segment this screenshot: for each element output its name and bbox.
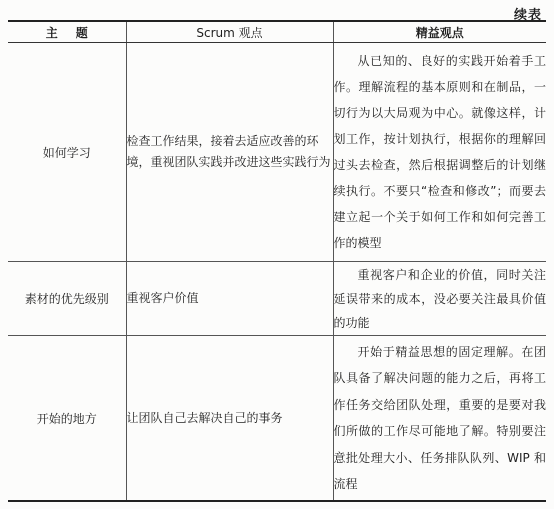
header-subject: 主题 (8, 21, 126, 43)
row-lean-text: 重视客户和企业的价值，同时关注延误带来的成本，没必要关注最具价值的功能 (333, 267, 546, 330)
row-lean-view (333, 262, 546, 336)
row-scrum-view: 检查工作结果，接着去适应改善的环境，重视团队实践并改进这些实践行为 (126, 43, 333, 262)
row-lean-view (333, 336, 546, 502)
header-scrum: Scrum 观点 (126, 21, 333, 43)
table-header-row (8, 21, 546, 43)
row-topic: 如何学习 (8, 43, 126, 262)
row-lean-view (333, 43, 546, 262)
row-scrum-view: 重视客户价值 (126, 262, 333, 336)
table-row (8, 43, 546, 262)
row-topic: 素材的优先级别 (8, 262, 126, 336)
table-row (8, 336, 546, 502)
continued-label: 续表 (513, 8, 542, 23)
row-lean-text: 开始于精益思想的固定理解。在团队具备了解决问题的能力之后，再将工作任务交给团队处理，重要的是要对我们所做的工作尽可能地了解。特别要注意批处理大小、任务排队队列、WIP 和流程 (333, 344, 546, 491)
header-lean: 精益观点 (333, 21, 546, 43)
row-scrum-view: 让团队自己去解决自己的事务 (126, 336, 333, 502)
row-lean-text: 从已知的、良好的实践开始着手工作。理解流程的基本原则和在制品，一切行为以大局观为中心。就像这样，计划工作，按计划执行，根据你的理解回过头去检查，然后根据调整后的计划继续执行。不要只“检查和修改”；而要去建立起一个关于如何工作和如何完善工作的模型 (333, 54, 546, 250)
row-topic: 开始的地方 (8, 336, 126, 502)
comparison-table (8, 20, 546, 502)
table-row (8, 262, 546, 336)
